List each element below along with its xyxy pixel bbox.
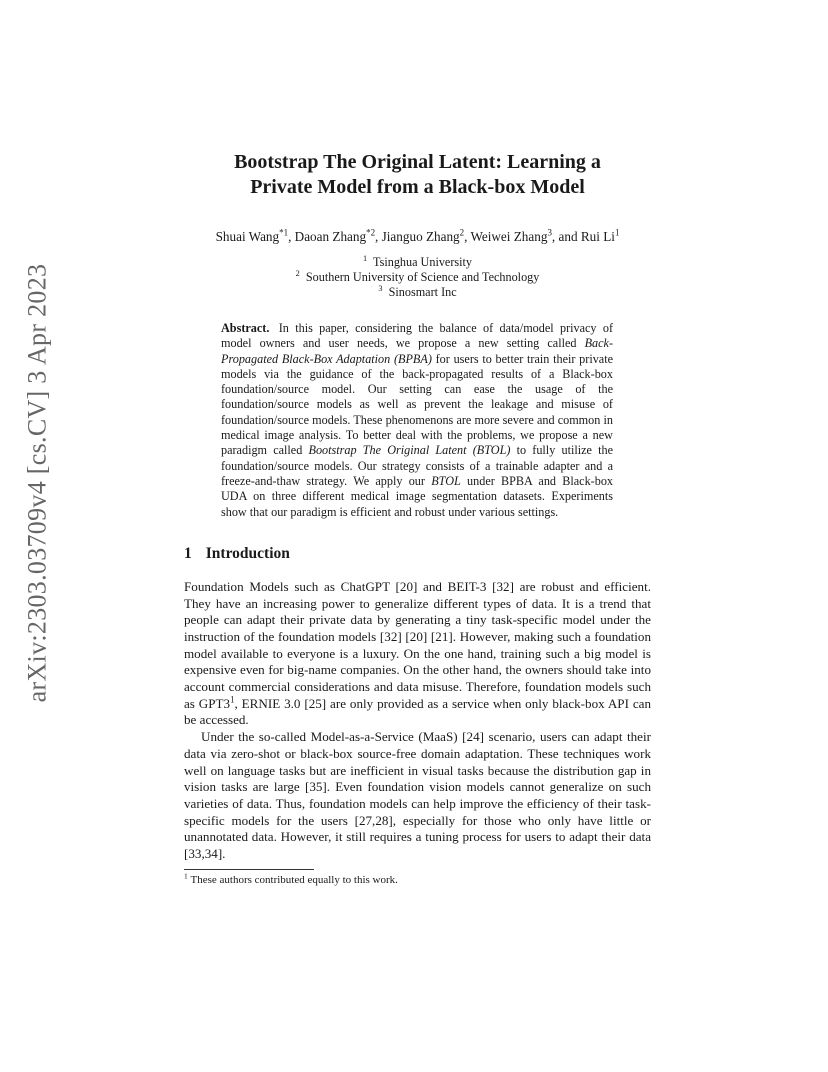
abstract-emphasis: Bootstrap The Original Latent (BTOL) (308, 443, 511, 458)
abstract-text: In this paper, considering the balance of data/model privacy of model owners and user needs, we propose a new setting called (221, 321, 614, 351)
author-name: Jianguo Zhang (381, 229, 460, 244)
paper-page (184, 150, 651, 887)
section-number: 1 (184, 544, 192, 562)
author-separator: , and (551, 229, 581, 244)
section-title: Introduction (205, 544, 290, 562)
title-line-2: Private Model from a Black-box Model (250, 176, 585, 198)
abstract-text: to fully utilize the foundation/source models. Our strategy consists of a trainable adapter and a freeze-and-thaw strategy. We apply our (221, 443, 613, 488)
footnote-text: These authors contributed equally to this work. (190, 873, 398, 886)
abstract-emphasis: Back-Propagated Black-Box Adaptation (BPBA) (221, 336, 614, 366)
author-name: Weiwei Zhang (470, 229, 548, 244)
title-line-1: Bootstrap The Original Latent: Learning a (234, 151, 601, 173)
paragraph-text: Foundation Models such as ChatGPT [20] and BEIT-3 [32] are robust and efficient. They have an increasing power to generalize different types of data. It is a trend that people can adapt their private data by generating a tiny task-specific model under the instruction of the foundation models [32] [20] [21]. However, making such a foundation model available to everyone is a luxury. On the one hand, training such a big model is expensive even for big-name companies. On the other hand, the owners should take into account commercial considerations and data misuse. Therefore, foundation models such as GPT3 (184, 578, 651, 711)
author-separator: , (288, 229, 295, 244)
affiliation-number: 3 (378, 283, 383, 293)
author-mark: *1 (279, 227, 289, 238)
author-mark: 3 (547, 227, 552, 238)
arxiv-identifier-text: arXiv:2303.03709v4 [cs.CV] 3 Apr 2023 (22, 263, 51, 703)
footnote (184, 873, 651, 887)
abstract-label: Abstract. (221, 321, 270, 335)
author-name: Daoan Zhang (294, 229, 367, 244)
affiliation-name: Southern University of Science and Technology (305, 270, 540, 284)
affiliation-number: 2 (295, 268, 300, 278)
author-mark: *2 (366, 227, 376, 238)
paper-title (184, 150, 651, 200)
footnote-rule (184, 869, 314, 870)
body-paragraph (184, 579, 651, 729)
author-list (184, 228, 651, 246)
body-paragraph: Under the so-called Model-as-a-Service (MaaS) [24] scenario, users can adapt their data via zero-shot or black-box source-free domain adaptation. These techniques work well on language tasks but are inefficient in visual tasks because the distribution gap in vision tasks are large [35]. Even foundation vision models cannot generalize on such varieties of data. Thus, foundation models can help improve the efficiency of their task-specific models for the users [27,28], especially for those who only have little or unannotated data. However, it still requires a tuning process for users to adapt their data [33,34]. (184, 729, 651, 862)
author-mark: 1 (614, 227, 620, 238)
abstract (221, 321, 613, 520)
abstract-text: for users to better train their private models via the guidance of the back-propagated results of a Black-box foundation/source model. Our setting can ease the usage of the foundation/source models as well as prevent the leakage and misuse of foundation/source models. These phenomenons are more severe and common in medical image analysis. To better deal with the problems, we propose a new paradigm called (221, 351, 613, 458)
author-separator: , (375, 229, 382, 244)
abstract-emphasis: BTOL (431, 473, 461, 488)
affiliation-name: Sinosmart Inc (388, 285, 457, 299)
introduction-body (184, 579, 651, 863)
affiliation-number: 1 (362, 253, 368, 263)
author-name: Rui Li (580, 229, 615, 244)
affiliation (184, 270, 651, 285)
author-mark: 2 (459, 227, 465, 238)
author-name: Shuai Wang (215, 229, 280, 244)
affiliation (184, 285, 651, 300)
abstract-text: under BPBA and Black-box UDA on three different medical image segmentation datasets. Experiments show that our paradigm is efficient and robust under various settings. (221, 473, 614, 519)
affiliation-list (184, 255, 651, 300)
section-heading (184, 545, 651, 563)
author-separator: , (464, 229, 471, 244)
affiliation (184, 255, 651, 270)
footnote-marker: 1 (230, 694, 235, 705)
arxiv-side-identifier (15, 263, 59, 703)
paragraph-text: , ERNIE 3.0 [25] are only provided as a service when only black-box API can be accessed. (184, 695, 651, 728)
footnote-number: 1 (184, 871, 188, 881)
affiliation-name: Tsinghua University (373, 255, 473, 269)
